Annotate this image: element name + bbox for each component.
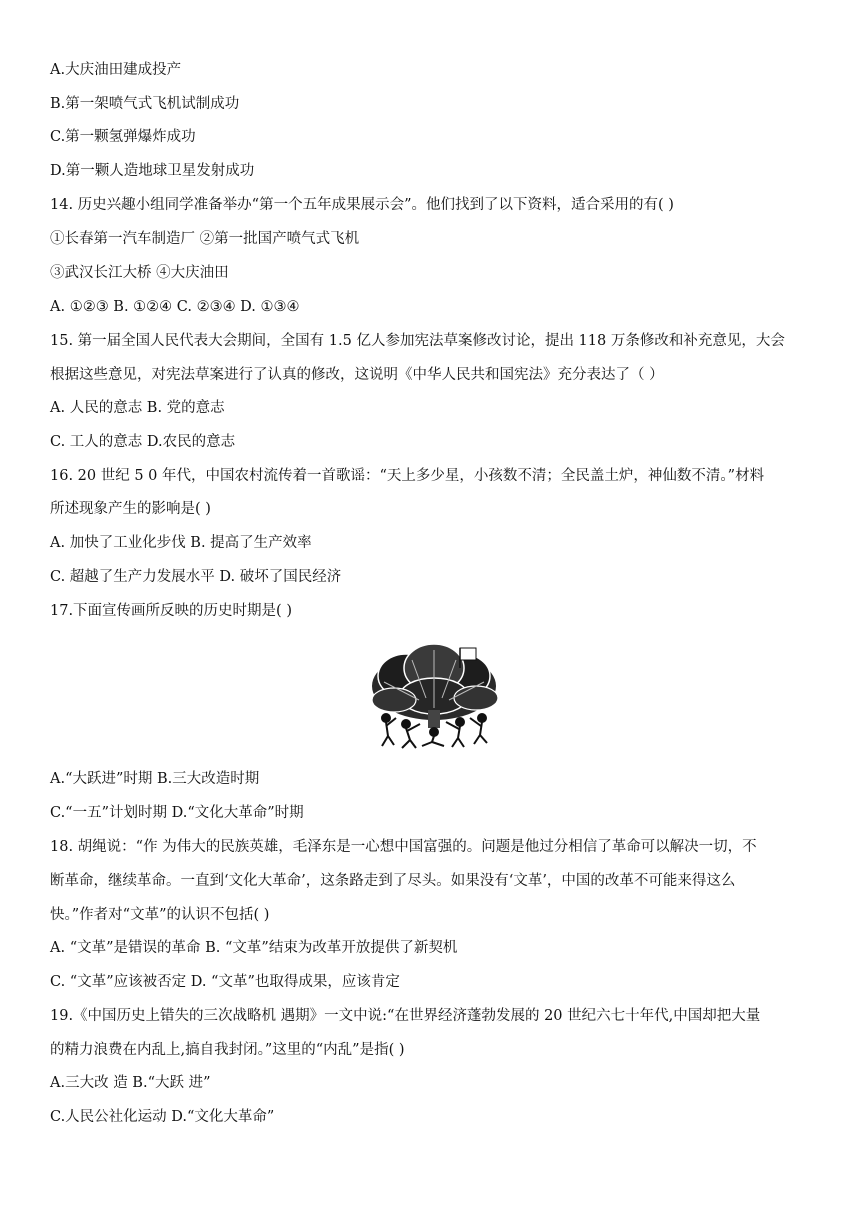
q15-options-cd: C. 工人的意志 D.农民的意志 bbox=[50, 434, 236, 450]
q19-stem-line1: 19.《中国历史上错失的三次战略机 遇期》一文中说:“在世界经济蓬勃发展的 20 世纪六七十年代,中国却把大量 bbox=[50, 1008, 761, 1024]
q18-stem-line3: 快。”作者对“文革”的认识不包括( ) bbox=[50, 907, 270, 923]
q13-option-b: B.第一架喷气式飞机试制成功 bbox=[50, 96, 240, 112]
q16-stem-line1: 16. 20 世纪 5 0 年代，中国农村流传着一首歌谣：“天上多少星，小孩数不清；全民盖土炉，神仙数不清。”材料 bbox=[50, 468, 765, 484]
propaganda-poster-image bbox=[364, 638, 504, 750]
q13-option-a: A.大庆油田建成投产 bbox=[50, 62, 182, 78]
q15-stem-line1: 15. 第一届全国人民代表大会期间，全国有 1.5 亿人参加宪法草案修改讨论，提出 118 万条修改和补充意见，大会 bbox=[50, 333, 785, 349]
q14-options: A. ①②③ B. ①②④ C. ②③④ D. ①③④ bbox=[50, 299, 300, 315]
q18-options-cd: C. “文革”应该被否定 D. “文革”也取得成果，应该肯定 bbox=[50, 974, 400, 990]
q13-option-c: C.第一颗氢弹爆炸成功 bbox=[50, 129, 196, 145]
q16-options-cd: C. 超越了生产力发展水平 D. 破坏了国民经济 bbox=[50, 569, 342, 585]
q19-stem-line2: 的精力浪费在内乱上,搞自我封闭。”这里的“内乱”是指( ) bbox=[50, 1042, 405, 1058]
q15-options-ab: A. 人民的意志 B. 党的意志 bbox=[50, 400, 225, 416]
q18-stem-line2: 断革命，继续革命。一直到‘文化大革命’，这条路走到了尽头。如果没有‘文革’，中国的改革不可能来得这么 bbox=[50, 873, 736, 889]
q17-options-ab: A.“大跃进”时期 B.三大改造时期 bbox=[50, 771, 260, 787]
q19-options-ab: A.三大改 造 B.“大跃 进” bbox=[50, 1075, 211, 1091]
q19-options-cd: C.人民公社化运动 D.“文化大革命” bbox=[50, 1109, 275, 1125]
q17-options-cd: C.“一五”计划时期 D.“文化大革命”时期 bbox=[50, 805, 304, 821]
q16-stem-line2: 所述现象产生的影响是( ) bbox=[50, 501, 211, 517]
q18-stem-line1: 18. 胡绳说：“作 为伟大的民族英雄，毛泽东是一心想中国富强的。问题是他过分相信了革命可以解决一切，不 bbox=[50, 839, 757, 855]
q14-items-1-2: ①长春第一汽车制造厂 ②第一批国产喷气式飞机 bbox=[50, 231, 360, 247]
q14-stem: 14. 历史兴趣小组同学准备举办“第一个五年成果展示会”。他们找到了以下资料，适合采用的有( ) bbox=[50, 197, 674, 213]
q17-stem: 17.下面宣传画所反映的历史时期是( ) bbox=[50, 603, 292, 619]
q15-stem-line2: 根据这些意见，对宪法草案进行了认真的修改，这说明《中华人民共和国宪法》充分表达了（ ） bbox=[50, 367, 664, 383]
q16-options-ab: A. 加快了工业化步伐 B. 提高了生产效率 bbox=[50, 535, 312, 551]
q14-items-3-4: ③武汉长江大桥 ④大庆油田 bbox=[50, 265, 229, 281]
q13-option-d: D.第一颗人造地球卫星发射成功 bbox=[50, 163, 255, 179]
q18-options-ab: A. “文革”是错误的革命 B. “文革”结束为改革开放提供了新契机 bbox=[50, 940, 458, 956]
